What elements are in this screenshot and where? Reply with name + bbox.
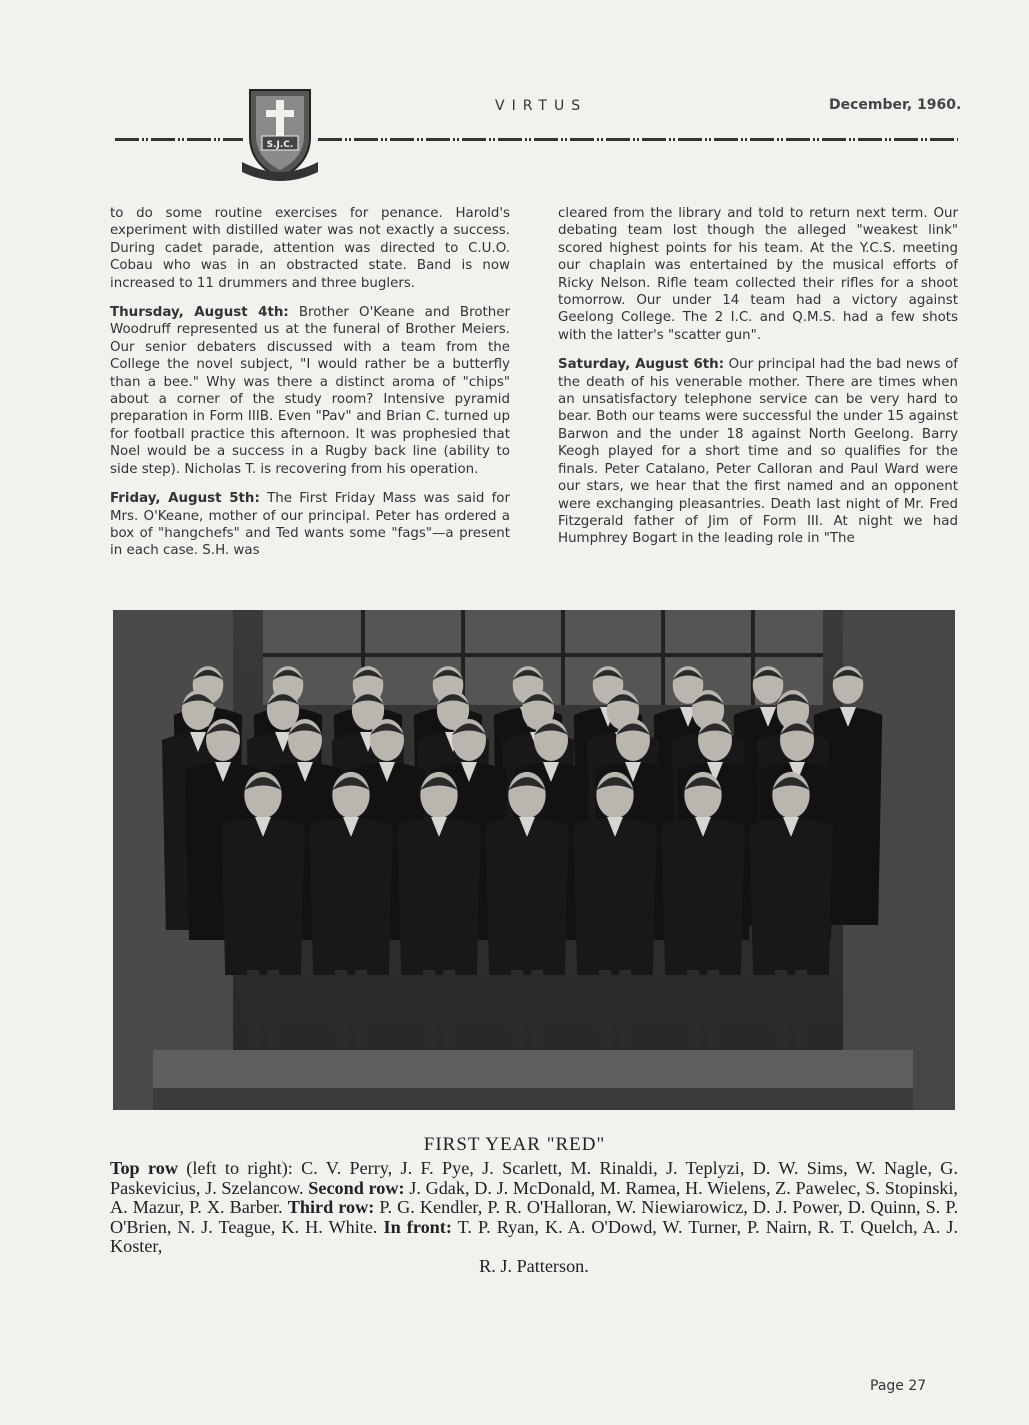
caption-label-second-row: Second row:	[308, 1177, 405, 1198]
left-paragraph-3-text: The First Friday Mass was said for Mrs. O'Keane, mother of our principal. Peter has ordered a box of "hangchefs" and Ted wants some "fags"—a present in each case. S.H. was	[110, 491, 510, 559]
class-group-photo	[113, 610, 955, 1110]
day-label-friday: Friday, August 5th:	[110, 491, 260, 507]
pupil-leg	[247, 970, 259, 1048]
pupil-body	[397, 818, 481, 976]
left-paragraph-1: to do some routine exercises for penance. Harold's experiment with distilled water was not exactly a success. During cadet parade, attention was directed to C.U.O. Cobau who was in an obstracted state. Band is now increased to 11 drummers and three buglers.	[110, 206, 510, 291]
pupil-leg	[707, 970, 719, 1048]
pupil-leg	[775, 970, 787, 1048]
pupil-leg	[687, 970, 699, 1048]
pupil-body	[573, 818, 657, 976]
pupil-body	[661, 818, 745, 976]
pupil-body	[749, 818, 833, 976]
day-label-thursday: Thursday, August 4th:	[110, 305, 289, 321]
pupil-body	[221, 818, 305, 976]
right-paragraph-2-text: Our principal had the bad news of the death of his venerable mother. There are times when an unsatisfactory telephone service can be very hard to bear. Both our teams were successful the under 15 against Barwon and the under 18 against North Geelong. Barry Keogh played for a short time and so qualifies for the finals. Peter Catalano, Peter Calloran and Paul Ward were our stars, we hear that the first named and an opponent were exchanging pleasantries. Death last night of Mr. Fred Fitzgerald father of Jim of Form III. At night we had Humphrey Bogart in the leading role in "The	[558, 357, 958, 547]
caption-label-top-row: Top row	[110, 1158, 178, 1178]
pupil-leg	[531, 970, 543, 1048]
header-rule-left	[115, 138, 243, 141]
header-rule-right	[318, 138, 958, 141]
caption-names-second-row: J. Gdak, D. J. McDonald, M. Ramea, H. Wielens, Z. Pawelec, S. Stopinski, A. Mazur, P. X. Barber.	[110, 1177, 958, 1217]
left-paragraph-2	[110, 304, 510, 478]
caption-names-in-front: T. P. Ryan, K. A. O'Dowd, W. Turner, P. Nairn, R. T. Quelch, A. J. Koster,	[110, 1216, 958, 1256]
left-paragraph-2-text: Brother O'Keane and Brother Woodruff represented us at the funeral of Brother Meiers. Our senior debaters discussed with a team from the College the novel subject, "I would rather be a butterfly than a bee." Why was there a distinct aroma of "chips" about a corner of the study room? Intensive pyramid preparation in Form IIIB. Even "Pav" and Brian C. turned up for football practice this afternoon. It was prophesied that Noel would be a success in a Rugby back line (ability to side step). Nicholas T. is recovering from his operation.	[110, 305, 510, 477]
pupil-leg	[511, 970, 523, 1048]
right-column	[558, 205, 958, 560]
left-column	[110, 205, 510, 572]
caption-label-in-front: In front:	[383, 1216, 452, 1237]
caption-last-line: R. J. Patterson.	[479, 1255, 589, 1276]
right-paragraph-2	[558, 356, 958, 547]
group-photo-illustration	[113, 610, 955, 1110]
pupil-leg	[599, 970, 611, 1048]
svg-text:S.J.C.: S.J.C.	[266, 140, 294, 150]
pupil-leg	[423, 970, 435, 1048]
caption-names-third-row: P. G. Kendler, P. R. O'Halloran, W. Niewiarowicz, D. J. Power, D. Quinn, S. P. O'Brien, N. J. Teague, K. H. White.	[110, 1197, 959, 1237]
pupil-leg	[619, 970, 631, 1048]
pupil-leg	[795, 970, 807, 1048]
pupil-body	[485, 818, 569, 976]
caption-label-third-row: Third row:	[287, 1197, 375, 1217]
pupil-body	[309, 818, 393, 976]
photo-caption-title: FIRST YEAR "RED"	[423, 1134, 606, 1155]
pupil-leg	[335, 970, 347, 1048]
page-header	[0, 0, 1029, 190]
right-paragraph-1: cleared from the library and told to return next term. Our debating team lost though the alleged "weakest link" scored highest points for his team. At the Y.C.S. meeting our chaplain was entertained by the musical efforts of Ricky Nelson. Rifle team collected their rifles for a shoot tomorrow. Our under 14 team had a victory against Geelong College. The 2 I.C. and Q.M.S. had a few shots with the latter's "scatter gun".	[558, 206, 958, 343]
issue-date: December, 1960.	[829, 97, 962, 113]
left-paragraph-3	[110, 490, 510, 560]
magazine-title: VIRTUS	[495, 98, 588, 114]
caption-names-top-row: (left to right): C. V. Perry, J. F. Pye, J. Scarlett, M. Rinaldi, J. Teplyzi, D. W. Sims, W. Nagle, G. Paskevicius, J. Szelancow.	[110, 1158, 958, 1198]
school-crest-icon	[240, 82, 320, 182]
pupil-leg	[443, 970, 455, 1048]
photo-caption	[110, 1159, 958, 1276]
page-number: Page 27	[870, 1378, 927, 1394]
day-label-saturday: Saturday, August 6th:	[558, 357, 725, 373]
pupil-leg	[267, 970, 279, 1048]
pupil-leg	[355, 970, 367, 1048]
